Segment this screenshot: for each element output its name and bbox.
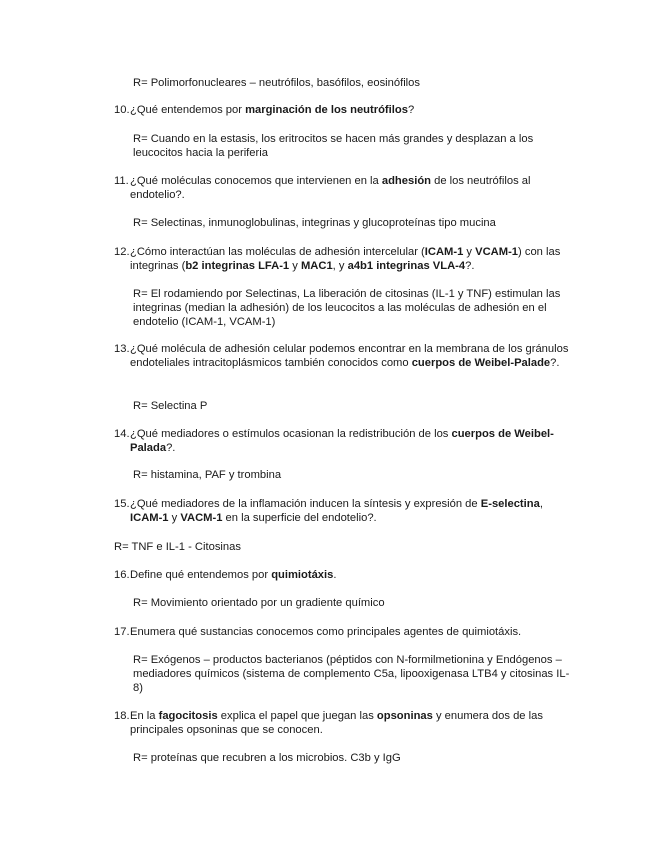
question-text: ?	[407, 104, 415, 116]
question-number: 14.	[114, 428, 130, 440]
question-text: ?.	[550, 357, 560, 369]
question-text: explica el papel que juegan las	[217, 710, 377, 722]
question-13	[114, 342, 574, 370]
question-15	[114, 497, 574, 525]
question-text: ¿Cómo interactúan las moléculas de adhesión intercelular (	[130, 246, 425, 258]
question-text: ¿Qué molécula de adhesión celular podemos encontrar en la membrana de los gránulos endoteliales intracitoplásmicos también conocidos como	[130, 343, 569, 369]
question-text: Define qué entendemos por	[130, 569, 272, 581]
question-text: ¿Qué mediadores de la inflamación inducen la síntesis y expresión de	[130, 498, 481, 510]
answer-10: R= Cuando en la estasis, los eritrocitos se hacen más grandes y desplazan a los leucocitos hacia la periferia	[133, 133, 534, 159]
question-number: 12.	[114, 246, 130, 258]
question-text: ?.	[465, 260, 475, 272]
question-keyword: a4b1 integrinas VLA-4	[347, 260, 466, 272]
question-keyword: VCAM-1	[475, 246, 519, 258]
question-keyword: marginación de los neutrófilos	[245, 104, 408, 116]
question-text: , y	[332, 260, 348, 272]
question-text: Enumera qué sustancias conocemos como principales agentes de quimiotáxis.	[130, 626, 522, 638]
question-text: y	[289, 260, 301, 272]
answer-13: R= Selectina P	[133, 400, 208, 412]
question-16	[114, 568, 574, 582]
question-keyword: E-selectina	[480, 498, 540, 510]
question-number: 13.	[114, 343, 130, 355]
question-11	[114, 174, 574, 202]
question-text: ¿Qué mediadores o estímulos ocasionan la redistribución de los	[130, 428, 452, 440]
answer-18: R= proteínas que recubren a los microbios. C3b y IgG	[133, 752, 401, 764]
question-text: ) con las integrinas (	[130, 246, 561, 272]
question-keyword: fagocitosis	[158, 710, 218, 722]
answer-12: R= El rodamiendo por Selectinas, La liberación de citosinas (IL-1 y TNF) estimulan las integrinas (median la adhesión) de los leucocitos a las moléculas de adhesión en el endotelio (ICAM-1, VCAM-1)	[133, 288, 561, 328]
question-text: y	[168, 512, 181, 524]
question-keyword: opsoninas	[376, 710, 433, 722]
question-keyword: VACM-1	[180, 512, 223, 524]
question-number: 16.	[114, 569, 130, 581]
question-text: en la superficie del endotelio?.	[222, 512, 377, 524]
question-number: 10.	[114, 104, 130, 116]
question-text: ?.	[166, 442, 176, 454]
question-number: 18.	[114, 710, 130, 722]
question-14	[114, 427, 574, 455]
question-number: 15.	[114, 498, 130, 510]
question-keyword: ICAM-1	[424, 246, 464, 258]
question-keyword: cuerpos de Weibel-Palade	[411, 357, 551, 369]
question-keyword: ICAM-1	[130, 512, 169, 524]
question-12	[114, 245, 574, 273]
question-17	[114, 625, 574, 639]
question-text: ¿Qué entendemos por	[130, 104, 246, 116]
question-18	[114, 709, 574, 737]
answer-14: R= histamina, PAF y trombina	[133, 469, 282, 481]
question-text: ,	[539, 498, 543, 510]
question-text: y enumera dos de las principales opsoninas que se conocen.	[130, 710, 543, 736]
question-text: En la	[130, 710, 159, 722]
answer-15: R= TNF e IL-1 - Citosinas	[114, 541, 241, 553]
question-keyword: quimiotáxis	[271, 569, 334, 581]
question-number: 11.	[114, 175, 129, 187]
question-keyword: MAC1	[300, 260, 333, 272]
question-keyword: b2 integrinas LFA-1	[185, 260, 290, 272]
question-keyword: cuerpos de Weibel-Palada	[130, 428, 554, 454]
answer-16: R= Movimiento orientado por un gradiente químico	[133, 597, 385, 609]
question-keyword: adhesión	[381, 175, 431, 187]
answer-11: R= Selectinas, inmunoglobulinas, integrinas y glucoproteínas tipo mucina	[133, 217, 496, 229]
question-text: .	[333, 569, 337, 581]
question-number: 17.	[114, 626, 130, 638]
question-10	[114, 103, 574, 117]
answer-17: R= Exógenos – productos bacterianos (péptidos con N-formilmetionina y Endógenos – mediadores químicos (sistema de complemento C5a, lipooxigenasa LTB4 y citosinas IL-8)	[133, 654, 570, 694]
question-text: ¿Qué moléculas conocemos que intervienen en la	[130, 175, 382, 187]
answer-9: R= Polimorfonucleares – neutrófilos, basófilos, eosinófilos	[133, 77, 420, 89]
question-text: y	[463, 246, 476, 258]
question-text: de los neutrófilos al endotelio?.	[130, 175, 531, 201]
